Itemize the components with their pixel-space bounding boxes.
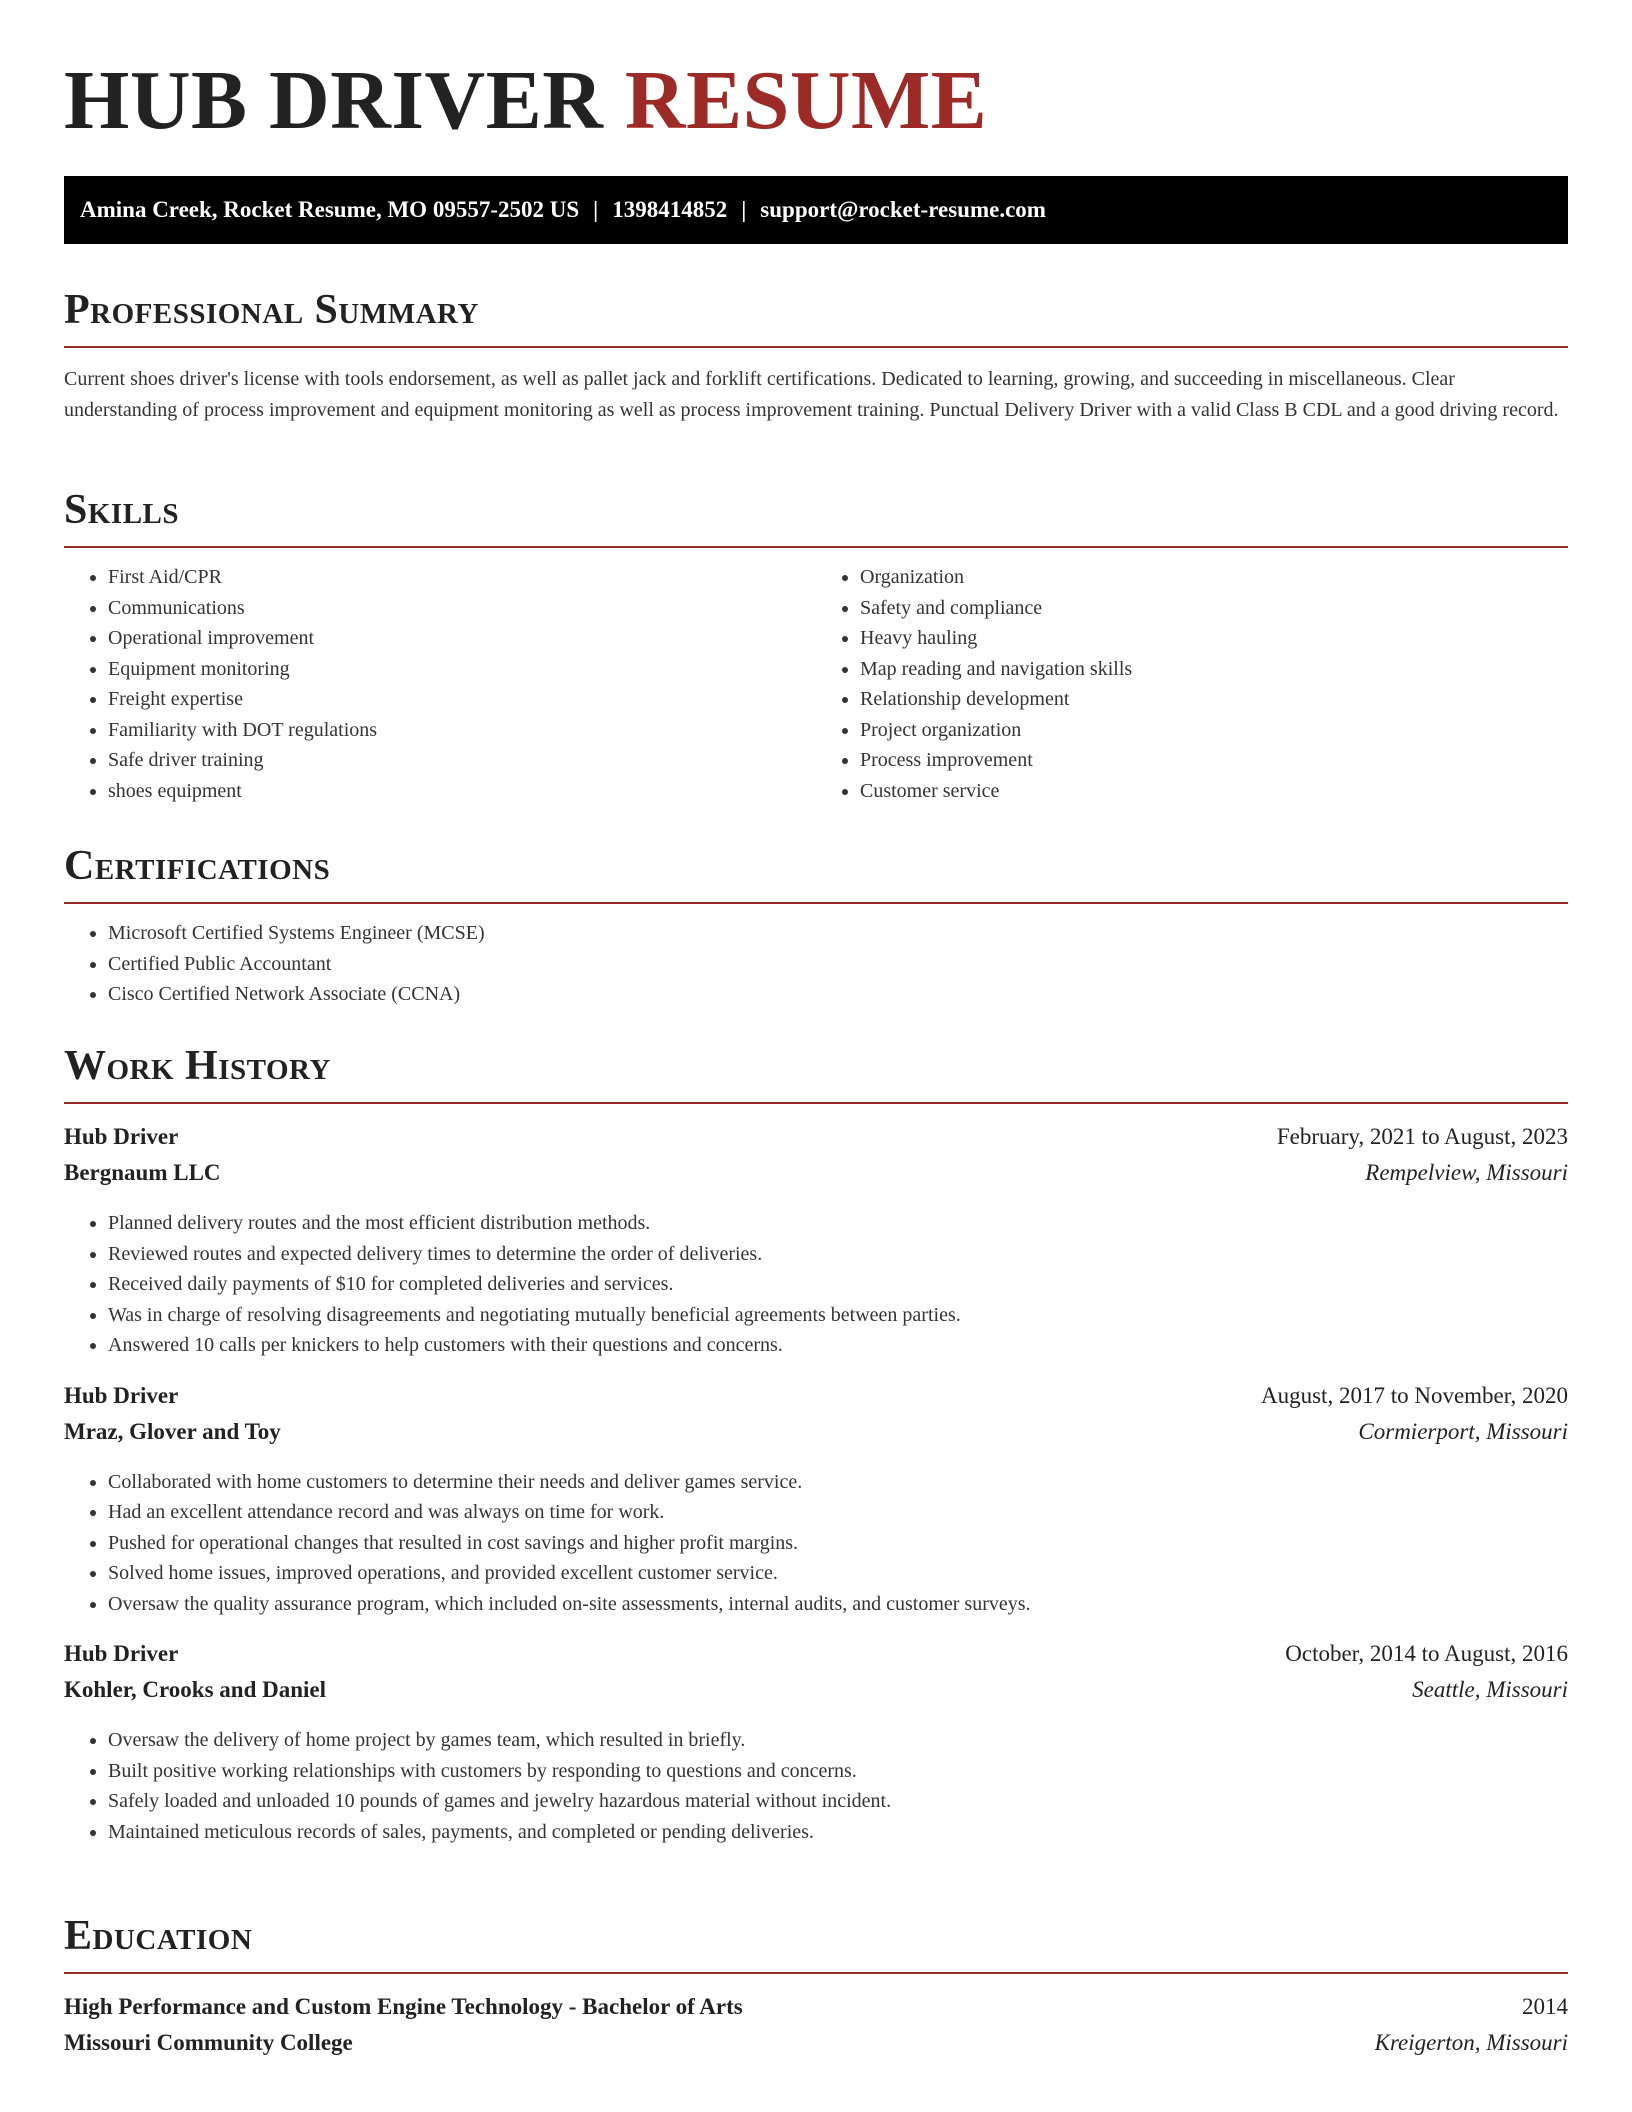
certifications-heading: Certifications: [64, 840, 1568, 904]
job-bullet: • Oversaw the quality assurance program, which included on-site assessments, internal audits, and customer surveys.: [108, 1589, 1568, 1620]
job-bullet: • Solved home issues, improved operations, and provided excellent customer service.: [108, 1558, 1568, 1589]
skill-item: • Process improvement: [860, 745, 1568, 776]
job-title: Hub Driver: [64, 1641, 179, 1666]
job-header-row: [64, 1124, 1568, 1160]
education-year: 2014: [1522, 1994, 1568, 2019]
skill-item: • Safety and compliance: [860, 593, 1568, 624]
skill-item: • Customer service: [860, 776, 1568, 807]
job-dates: October, 2014 to August, 2016: [1285, 1641, 1568, 1666]
job-bullet: • Built positive working relationships with customers by responding to questions and concerns.: [108, 1756, 1568, 1787]
job-location: Rempelview, Missouri: [1365, 1160, 1568, 1185]
education-location: Kreigerton, Missouri: [1374, 2030, 1568, 2055]
skill-item: • Project organization: [860, 715, 1568, 746]
education-section: [64, 1910, 1568, 2066]
job-bullet: • Answered 10 calls per knickers to help customers with their questions and concerns.: [108, 1330, 1568, 1361]
job-company: Kohler, Crooks and Daniel: [64, 1677, 326, 1702]
job-entry: [64, 1641, 1568, 1847]
job-entry: [64, 1383, 1568, 1620]
summary-heading: Professional Summary: [64, 284, 1568, 348]
summary-text: Current shoes driver's license with tools endorsement, as well as pallet jack and forklift certifications. Dedicated to learning, growing, and succeeding in miscellaneous. Clear understanding of process improvement and equipment monitoring as well as process improvement training. Punctual Delivery Driver with a valid Class B CDL and a good driving record.: [64, 368, 1559, 421]
certification-item: • Cisco Certified Network Associate (CCNA): [108, 979, 1568, 1010]
job-location: Seattle, Missouri: [1412, 1677, 1568, 1702]
page-title: [64, 0, 1568, 176]
skill-item: • Familiarity with DOT regulations: [108, 715, 816, 746]
contact-address: Amina Creek, Rocket Resume, MO 09557-2502 US: [80, 197, 580, 222]
job-title: Hub Driver: [64, 1124, 179, 1149]
job-location: Cormierport, Missouri: [1358, 1418, 1568, 1444]
title-main: HUB DRIVER: [64, 54, 604, 147]
job-bullets: [64, 1208, 1568, 1361]
contact-phone[interactable]: 1398414852: [612, 197, 728, 222]
job-bullet: • Received daily payments of $10 for completed deliveries and services.: [108, 1269, 1568, 1300]
job-bullet: • Planned delivery routes and the most efficient distribution methods.: [108, 1208, 1568, 1239]
skill-item: • Freight expertise: [108, 684, 816, 715]
contact-bar: [64, 176, 1568, 244]
job-title: Hub Driver: [64, 1382, 179, 1408]
job-bullet: • Reviewed routes and expected delivery times to determine the order of deliveries.: [108, 1239, 1568, 1270]
certifications-section: [64, 840, 1568, 1010]
job-header-row: [64, 1383, 1568, 1419]
job-bullets: [64, 1467, 1568, 1620]
education-entry: [64, 1994, 1568, 2066]
contact-separator: |: [741, 197, 747, 222]
job-bullet: • Was in charge of resolving disagreements and negotiating mutually beneficial agreements between parties.: [108, 1300, 1568, 1331]
certification-item: • Microsoft Certified Systems Engineer (MCSE): [108, 918, 1568, 949]
job-dates: August, 2017 to November, 2020: [1261, 1382, 1568, 1408]
job-bullet: • Had an excellent attendance record and was always on time for work.: [108, 1497, 1568, 1528]
job-bullet: • Oversaw the delivery of home project by games team, which resulted in briefly.: [108, 1725, 1568, 1756]
skill-item: • Map reading and navigation skills: [860, 654, 1568, 685]
contact-separator: |: [593, 197, 599, 222]
certifications-list: [64, 918, 1568, 1010]
education-school: Missouri Community College: [64, 2030, 353, 2055]
job-bullet: • Safely loaded and unloaded 10 pounds of games and jewelry hazardous material without incident.: [108, 1786, 1568, 1817]
job-bullets: [64, 1725, 1568, 1847]
skill-item: • Operational improvement: [108, 623, 816, 654]
skill-item: • shoes equipment: [108, 776, 816, 807]
job-bullet: • Maintained meticulous records of sales, payments, and completed or pending deliveries.: [108, 1817, 1568, 1848]
skill-item: • Relationship development: [860, 684, 1568, 715]
skills-list-left: [64, 562, 816, 806]
job-company: Bergnaum LLC: [64, 1160, 221, 1185]
education-header-row: [64, 1994, 1568, 2030]
job-entry: [64, 1124, 1568, 1361]
job-bullet: • Collaborated with home customers to determine their needs and deliver games service.: [108, 1467, 1568, 1498]
education-degree: High Performance and Custom Engine Technology - Bachelor of Arts: [64, 1994, 743, 2019]
job-company-row: [64, 1160, 1568, 1196]
skills-section: [64, 484, 1568, 806]
work-history-heading: Work History: [64, 1040, 1568, 1104]
work-history-section: [64, 1040, 1568, 1847]
skills-list-right: [816, 562, 1568, 806]
skill-item: • Heavy hauling: [860, 623, 1568, 654]
job-company-row: [64, 1419, 1568, 1455]
title-accent: RESUME: [624, 54, 988, 147]
skills-grid: [64, 548, 1568, 806]
contact-email[interactable]: support@rocket-resume.com: [760, 197, 1046, 222]
job-bullet: • Pushed for operational changes that resulted in cost savings and higher profit margins.: [108, 1528, 1568, 1559]
education-school-row: [64, 2030, 1568, 2066]
summary-section: [64, 284, 1568, 426]
job-company: Mraz, Glover and Toy: [64, 1418, 281, 1444]
education-heading: Education: [64, 1910, 1568, 1974]
job-header-row: [64, 1641, 1568, 1677]
skill-item: • Organization: [860, 562, 1568, 593]
job-company-row: [64, 1677, 1568, 1713]
certification-item: • Certified Public Accountant: [108, 949, 1568, 980]
skill-item: • First Aid/CPR: [108, 562, 816, 593]
job-dates: February, 2021 to August, 2023: [1276, 1124, 1568, 1149]
skill-item: • Equipment monitoring: [108, 654, 816, 685]
skill-item: • Safe driver training: [108, 745, 816, 776]
skill-item: • Communications: [108, 593, 816, 624]
skills-heading: Skills: [64, 484, 1568, 548]
